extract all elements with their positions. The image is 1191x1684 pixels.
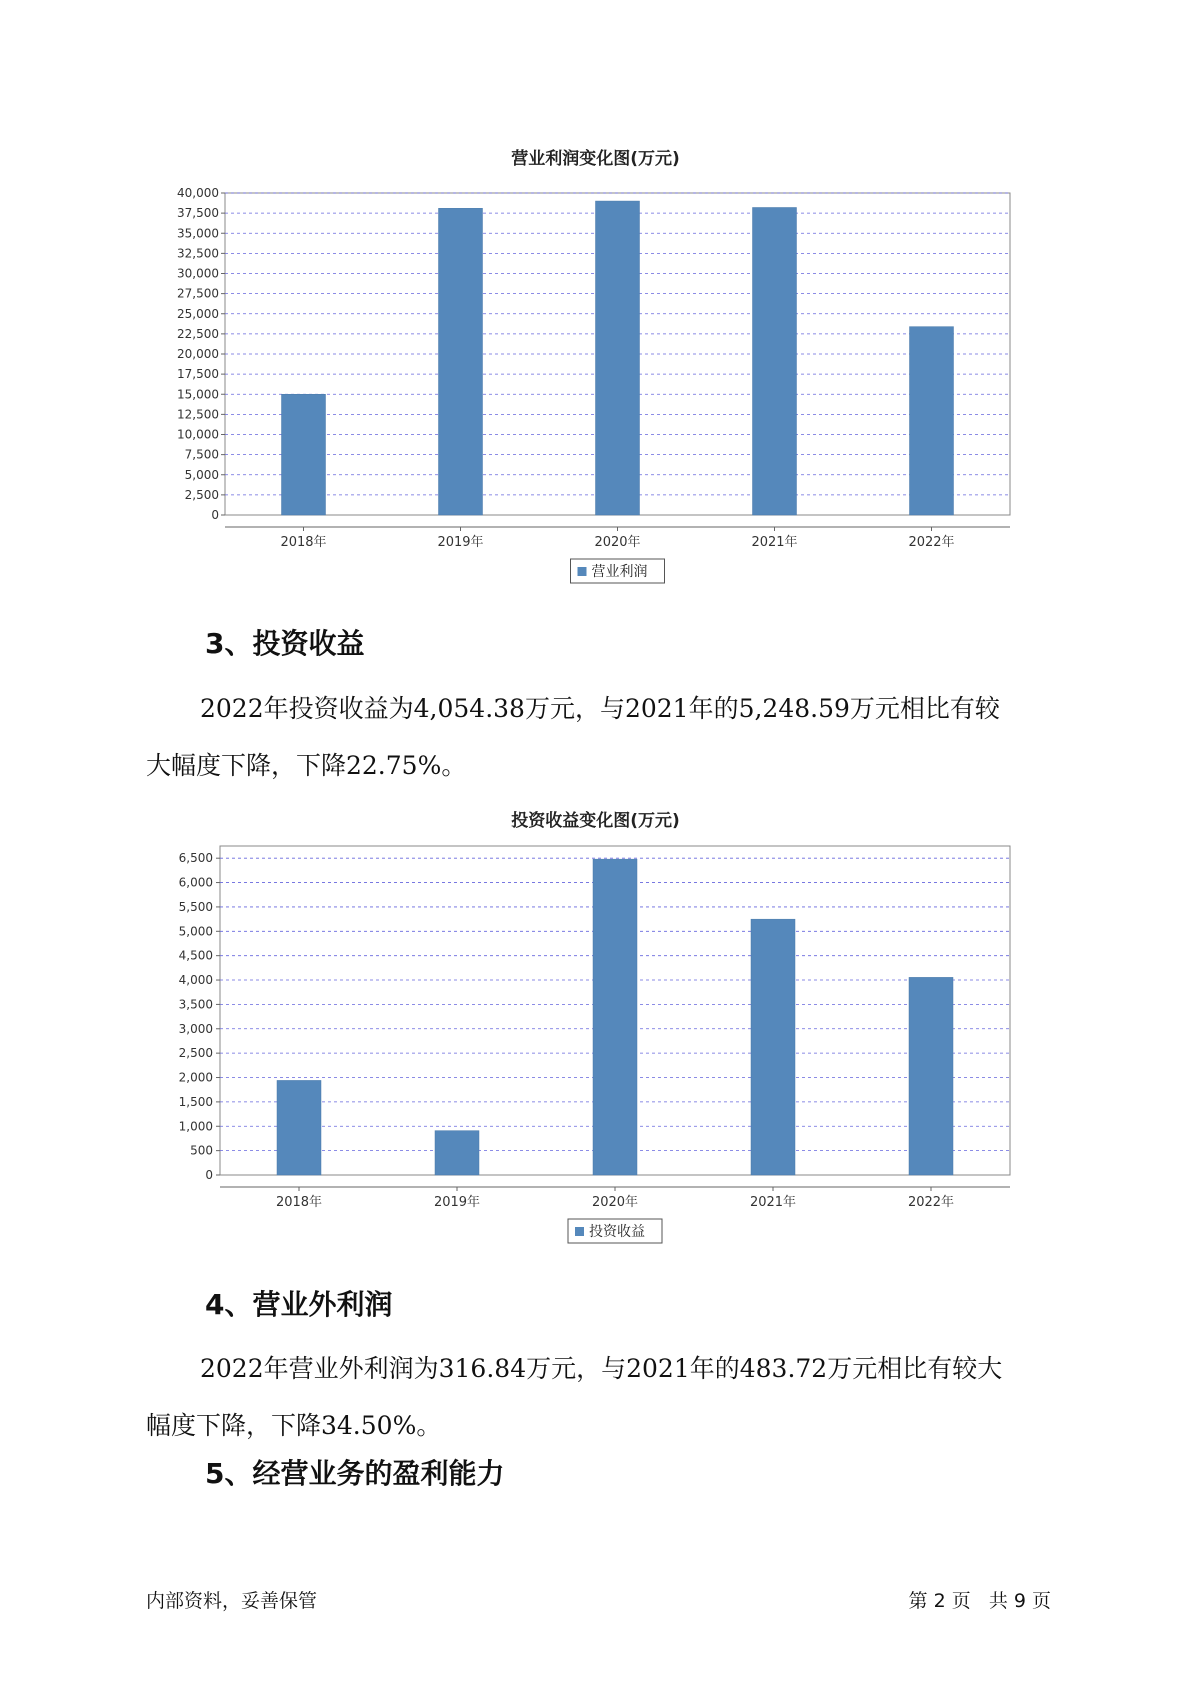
y-tick-label: 0 <box>205 1168 213 1182</box>
footer-page-number: 第 2 页 共 9 页 <box>908 1590 1051 1612</box>
y-tick-label: 4,500 <box>178 948 213 963</box>
y-tick-label: 4,000 <box>178 973 213 988</box>
y-tick-label: 40,000 <box>177 186 219 200</box>
x-tick-label: 2021年 <box>751 535 798 550</box>
y-tick-label: 3,500 <box>178 997 213 1012</box>
y-tick-label: 32,500 <box>177 246 219 261</box>
section-5-heading: 5、经营业务的盈利能力 <box>205 1457 505 1490</box>
y-tick-label: 6,000 <box>178 875 213 890</box>
bar-2020年 <box>596 201 640 515</box>
chart2-title: 投资收益变化图(万元) <box>511 811 680 831</box>
y-tick-label: 37,500 <box>177 206 219 221</box>
y-tick-label: 15,000 <box>177 387 219 402</box>
x-tick-label: 2021年 <box>749 1195 797 1210</box>
bar-2022年 <box>909 977 953 1175</box>
y-tick-label: 25,000 <box>177 306 219 321</box>
legend-swatch <box>578 567 587 576</box>
x-tick-label: 2018年 <box>275 1195 323 1210</box>
y-tick-label: 2,000 <box>178 1070 213 1085</box>
x-tick-label: 2020年 <box>591 1195 639 1210</box>
section-3-line-2: 大幅度下降，下降22.75%。 <box>146 751 467 780</box>
y-tick-label: 500 <box>190 1143 213 1158</box>
footer-confidential: 内部资料，妥善保管 <box>146 1590 318 1612</box>
section-3-line-1: 2022年投资收益为4,054.38万元，与2021年的5,248.59万元相比有较 <box>200 694 1000 723</box>
bar-2021年 <box>751 919 795 1175</box>
bar-2021年 <box>753 207 797 515</box>
y-tick-label: 27,500 <box>177 286 219 301</box>
y-tick-label: 22,500 <box>177 326 219 341</box>
legend-label: 投资收益 <box>589 1224 645 1240</box>
chart1-title: 营业利润变化图(万元) <box>511 149 680 169</box>
bar-2018年 <box>277 1080 321 1175</box>
x-tick-label: 2022年 <box>908 535 955 550</box>
investment-income-chart <box>0 835 1191 1255</box>
legend-swatch <box>575 1227 584 1236</box>
section-4-heading: 4、营业外利润 <box>205 1288 393 1321</box>
bar-2018年 <box>282 394 326 515</box>
y-tick-label: 2,500 <box>184 487 219 502</box>
y-tick-label: 30,000 <box>177 266 219 281</box>
bar-2020年 <box>593 859 637 1175</box>
y-tick-label: 17,500 <box>177 367 219 382</box>
y-tick-label: 7,500 <box>184 447 219 462</box>
section-4-paragraph <box>146 1340 1046 1454</box>
legend-label: 营业利润 <box>591 564 648 580</box>
y-tick-label: 1,500 <box>178 1094 213 1109</box>
y-tick-label: 10,000 <box>177 427 219 442</box>
y-tick-label: 0 <box>211 508 219 522</box>
bar-2022年 <box>910 327 954 515</box>
section-4-line-1: 2022年营业外利润为316.84万元，与2021年的483.72万元相比有较大 <box>200 1354 1003 1383</box>
y-tick-label: 6,500 <box>178 851 213 866</box>
y-tick-label: 3,000 <box>178 1021 213 1036</box>
y-tick-label: 35,000 <box>177 226 219 241</box>
bar-2019年 <box>439 208 483 515</box>
operating-profit-chart <box>0 170 1191 590</box>
x-tick-label: 2020年 <box>594 535 641 550</box>
y-tick-label: 5,500 <box>178 899 213 914</box>
section-3-paragraph <box>146 680 1046 794</box>
y-tick-label: 12,500 <box>177 407 219 422</box>
section-3-heading: 3、投资收益 <box>205 627 365 660</box>
y-tick-label: 5,000 <box>184 467 219 482</box>
x-tick-label: 2022年 <box>907 1195 955 1210</box>
x-tick-label: 2018年 <box>280 535 327 550</box>
bar-2019年 <box>435 1131 479 1175</box>
y-tick-label: 5,000 <box>178 924 213 939</box>
x-tick-label: 2019年 <box>433 1195 481 1210</box>
y-tick-label: 2,500 <box>178 1046 213 1061</box>
x-tick-label: 2019年 <box>437 535 484 550</box>
section-4-line-2: 幅度下降，下降34.50%。 <box>146 1411 442 1440</box>
y-tick-label: 20,000 <box>177 347 219 361</box>
y-tick-label: 1,000 <box>178 1119 213 1134</box>
